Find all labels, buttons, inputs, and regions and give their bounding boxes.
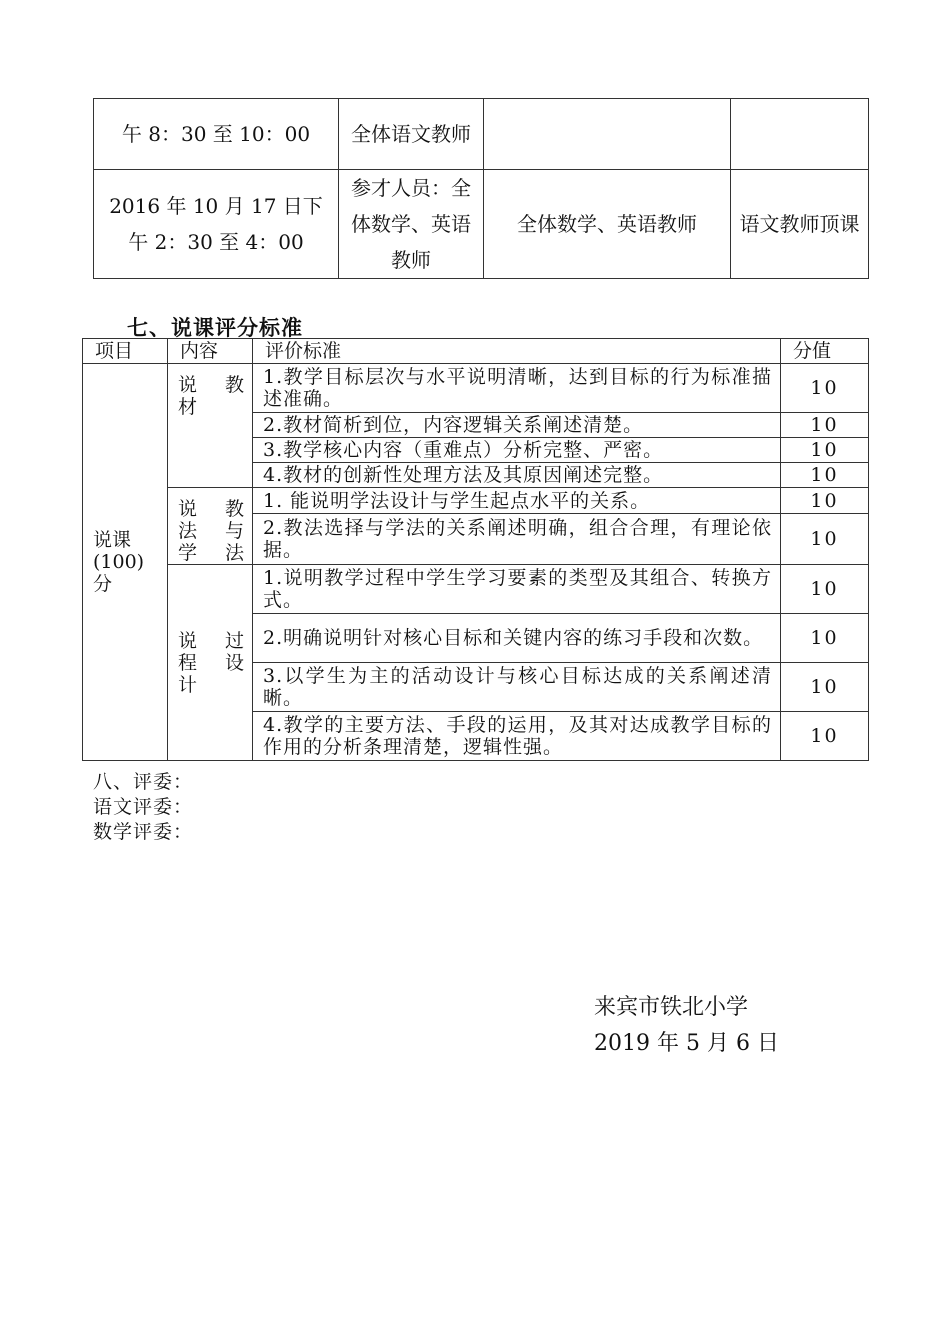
project-cell: 说课(100)分 bbox=[83, 364, 168, 761]
criterion-cell: 2.教法选择与学法的关系阐述明确，组合合理，有理论依据。 bbox=[253, 514, 781, 565]
schedule-row bbox=[94, 170, 869, 279]
schedule-participants-cell: 全体语文教师 bbox=[339, 99, 484, 170]
schedule-note-cell bbox=[731, 99, 869, 170]
schedule-attendees-cell bbox=[484, 99, 731, 170]
header-criteria: 评价标准 bbox=[253, 339, 781, 364]
score-cell: 10 bbox=[781, 614, 869, 663]
table-row bbox=[83, 488, 869, 514]
math-judges-label: 数学评委： bbox=[93, 821, 194, 843]
category-cell: 说 教 法 与 学法 bbox=[168, 488, 253, 565]
criterion-cell: 4.教材的创新性处理方法及其原因阐述完整。 bbox=[253, 463, 781, 488]
category-cell: 说 过 程 设 计 bbox=[168, 565, 253, 761]
schedule-time-cell: 2016 年 10 月 17 日下午 2：30 至 4：00 bbox=[94, 170, 339, 279]
scoring-table bbox=[82, 338, 869, 761]
header-content: 内容 bbox=[168, 339, 253, 364]
chinese-judges-label: 语文评委： bbox=[93, 796, 194, 818]
schedule-table bbox=[93, 98, 869, 279]
score-cell: 10 bbox=[781, 514, 869, 565]
category-cell: 说 教 材 bbox=[168, 364, 253, 488]
schedule-attendees-cell: 全体数学、英语教师 bbox=[484, 170, 731, 279]
score-cell: 10 bbox=[781, 488, 869, 514]
criterion-cell: 3.教学核心内容（重难点）分析完整、严密。 bbox=[253, 438, 781, 463]
header-project: 项目 bbox=[83, 339, 168, 364]
criterion-cell: 1.教学目标层次与水平说明清晰，达到目标的行为标准描述准确。 bbox=[253, 364, 781, 413]
school-name: 来宾市铁北小学 bbox=[594, 995, 749, 1020]
criterion-cell: 1. 能说明学法设计与学生起点水平的关系。 bbox=[253, 488, 781, 514]
header-score: 分值 bbox=[781, 339, 869, 364]
score-cell: 10 bbox=[781, 364, 869, 413]
criterion-cell: 4.教学的主要方法、手段的运用，及其对达成教学目标的作用的分析条理清楚，逻辑性强。 bbox=[253, 712, 781, 761]
score-cell: 10 bbox=[781, 413, 869, 438]
schedule-row bbox=[94, 99, 869, 170]
judges-heading: 八、评委： bbox=[93, 771, 194, 793]
score-cell: 10 bbox=[781, 712, 869, 761]
table-header-row bbox=[83, 339, 869, 364]
section-heading: 七、说课评分标准 bbox=[127, 316, 303, 340]
schedule-participants-cell: 参才人员：全体数学、英语教师 bbox=[339, 170, 484, 279]
score-cell: 10 bbox=[781, 438, 869, 463]
table-row bbox=[83, 364, 869, 413]
criterion-cell: 2.教材简析到位，内容逻辑关系阐述清楚。 bbox=[253, 413, 781, 438]
schedule-note-cell: 语文教师顶课 bbox=[731, 170, 869, 279]
criterion-cell: 1.说明教学过程中学生学习要素的类型及其组合、转换方式。 bbox=[253, 565, 781, 614]
schedule-time-cell: 午 8：30 至 10：00 bbox=[94, 99, 339, 170]
document-date: 2019 年 5 月 6 日 bbox=[594, 1031, 779, 1056]
criterion-cell: 3.以学生为主的活动设计与核心目标达成的关系阐述清晰。 bbox=[253, 663, 781, 712]
score-cell: 10 bbox=[781, 463, 869, 488]
score-cell: 10 bbox=[781, 565, 869, 614]
table-row bbox=[83, 565, 869, 614]
criterion-cell: 2.明确说明针对核心目标和关键内容的练习手段和次数。 bbox=[253, 614, 781, 663]
score-cell: 10 bbox=[781, 663, 869, 712]
